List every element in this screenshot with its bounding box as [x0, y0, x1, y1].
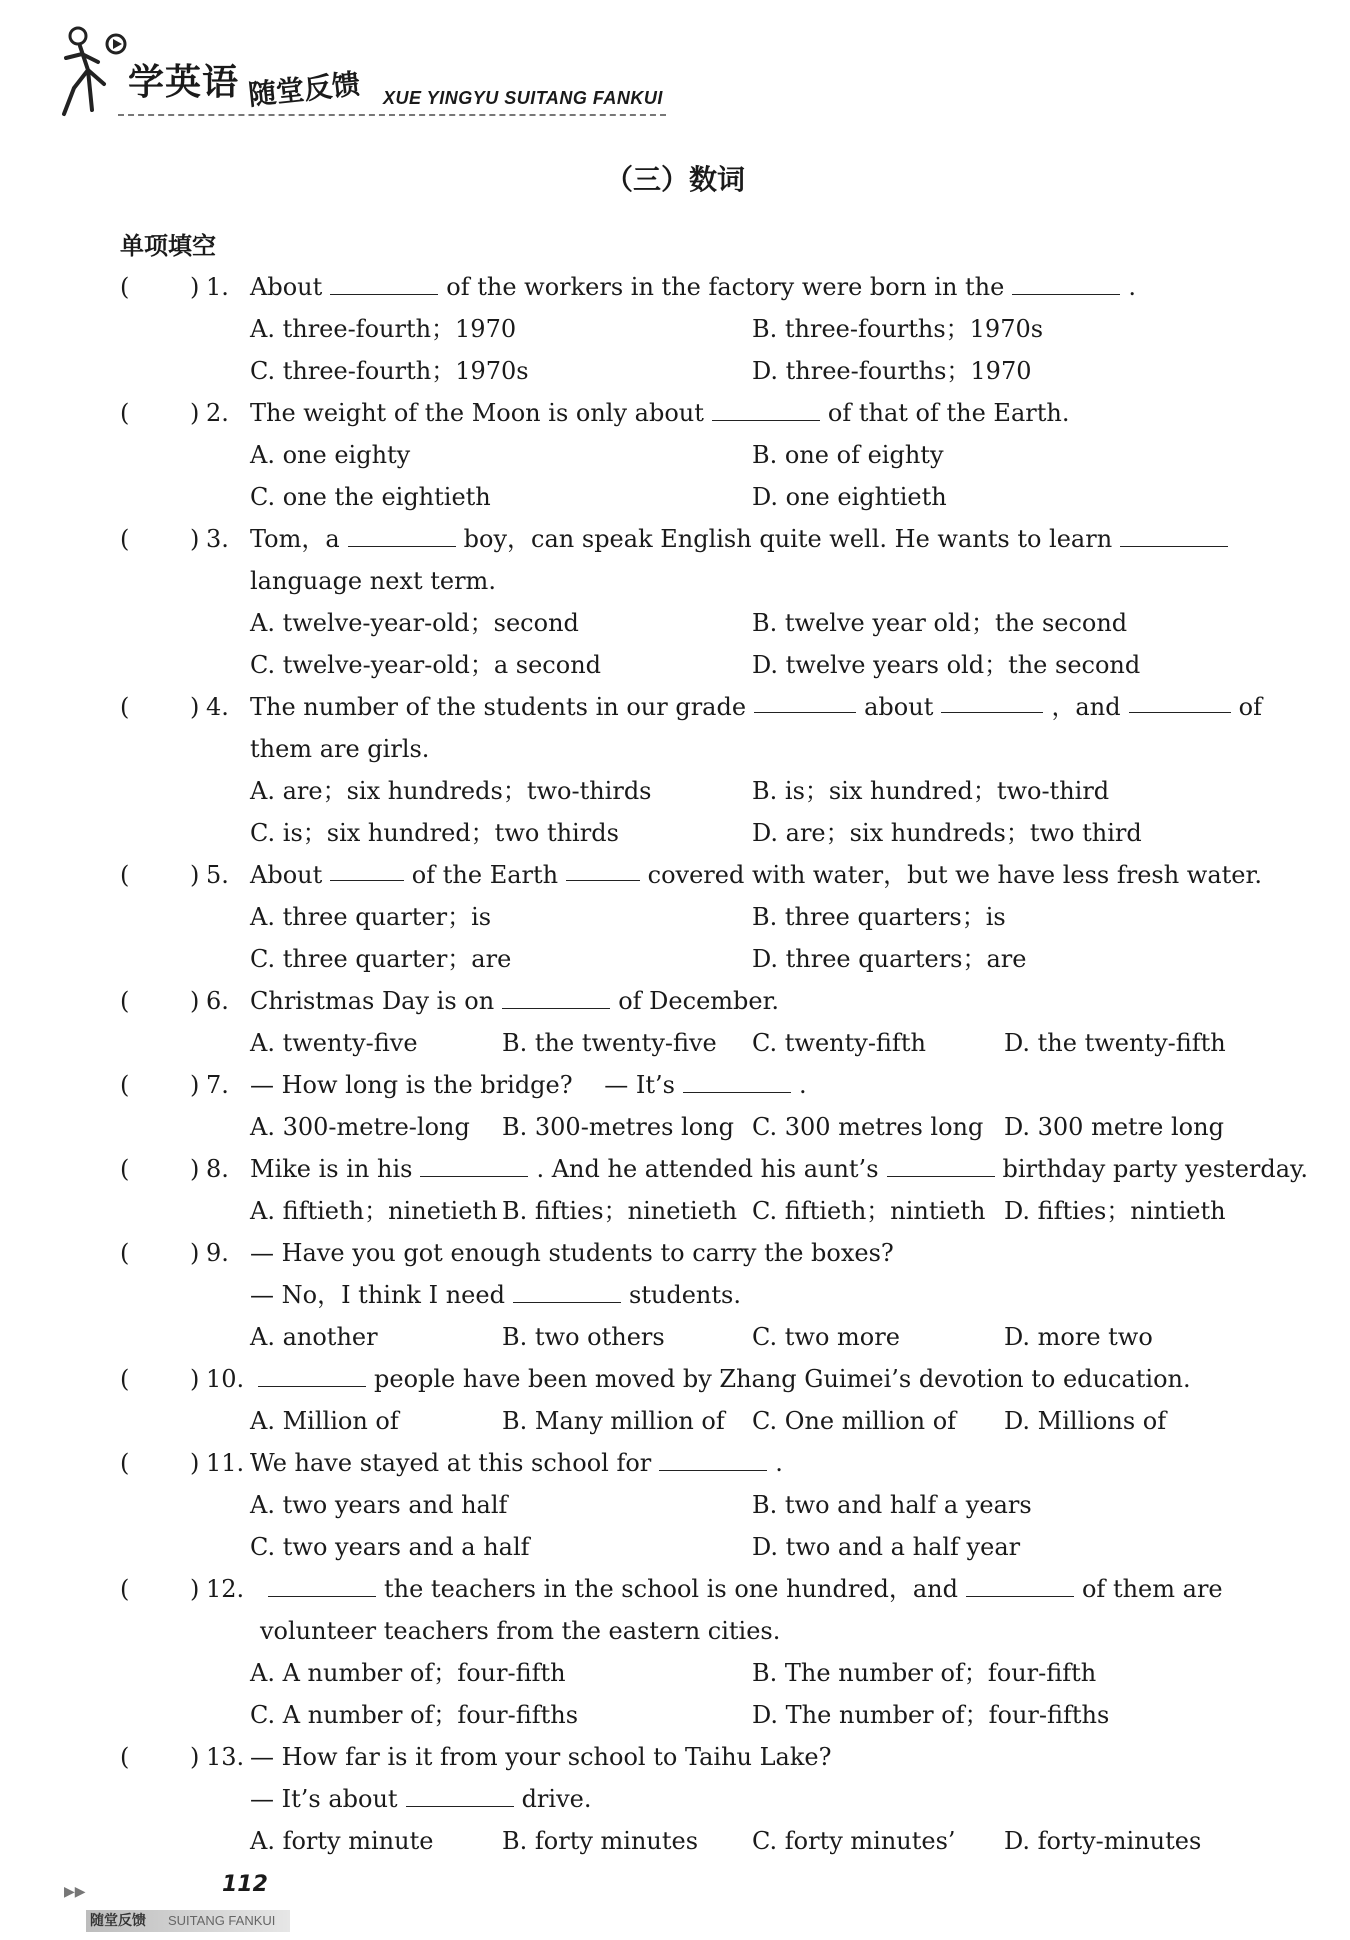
text-segment: — How long is the bridge? — It’s — [250, 1071, 675, 1099]
question-line — [0, 1148, 1350, 1190]
question-number: 8. — [206, 1155, 229, 1183]
option-item[interactable]: A. twelve-year-old；second — [250, 609, 579, 637]
option-item[interactable]: B. three quarters；is — [752, 903, 1006, 931]
question-text — [250, 854, 1262, 896]
option-item[interactable]: B. the twenty-five — [502, 1029, 717, 1057]
text-segment: of the Earth — [411, 861, 559, 889]
question-text — [250, 1274, 741, 1316]
answer-paren-close: ) — [190, 1743, 200, 1771]
option-item[interactable]: C. two more — [752, 1323, 900, 1351]
option-item[interactable]: A. are；six hundreds；two-thirds — [250, 777, 652, 805]
answer-paren-open[interactable]: ( — [120, 1575, 130, 1603]
question-text — [250, 728, 429, 770]
question-number: 2. — [206, 399, 229, 427]
option-item[interactable]: D. 300 metre long — [1004, 1113, 1224, 1141]
answer-blank[interactable] — [513, 1276, 621, 1303]
answer-paren-open[interactable]: ( — [120, 1071, 130, 1099]
answer-blank[interactable] — [659, 1444, 767, 1471]
question-text — [250, 1232, 894, 1274]
option-item[interactable]: C. is；six hundred；two thirds — [250, 819, 619, 847]
question-line — [0, 1232, 1350, 1274]
option-item[interactable]: C. twenty-fifth — [752, 1029, 926, 1057]
option-item[interactable]: B. fifties；ninetieth — [502, 1197, 738, 1225]
option-item[interactable]: A. Million of — [250, 1407, 399, 1435]
text-segment: The number of the students in our grade — [250, 693, 747, 721]
question-line — [0, 560, 1350, 602]
text-segment: the teachers in the school is one hundred，and — [384, 1575, 958, 1603]
answer-paren-open[interactable]: ( — [120, 1449, 130, 1477]
question-text — [260, 1568, 1223, 1610]
option-item[interactable]: C. twelve-year-old；a second — [250, 651, 602, 679]
header-divider — [118, 114, 666, 116]
text-segment: ，and — [1051, 693, 1121, 721]
answer-blank[interactable] — [887, 1150, 995, 1177]
question-number: 10. — [206, 1365, 245, 1393]
option-item[interactable]: D. fifties；nintieth — [1004, 1197, 1226, 1225]
text-segment: — How far is it from your school to Taihu Lake? — [250, 1743, 832, 1771]
text-segment: of — [1238, 693, 1262, 721]
option-item[interactable]: D. Millions of — [1004, 1407, 1167, 1435]
question-line — [0, 1610, 1350, 1652]
answer-paren-close: ) — [190, 273, 200, 301]
question-text — [250, 1736, 831, 1778]
question-number: 4. — [206, 693, 229, 721]
question-text — [260, 1610, 780, 1652]
text-segment: them are girls. — [250, 735, 430, 763]
answer-paren-open[interactable]: ( — [120, 1155, 130, 1183]
answer-paren-open[interactable]: ( — [120, 399, 130, 427]
brand-pinyin-title: XUE YINGYU SUITANG FANKUI — [383, 88, 663, 108]
question-line — [0, 854, 1350, 896]
brand-chinese-title: 学英语 — [128, 62, 240, 103]
option-item[interactable]: A. two years and half — [250, 1491, 508, 1519]
answer-paren-open[interactable]: ( — [120, 693, 130, 721]
question-text — [250, 1358, 1191, 1400]
option-item[interactable]: C. one the eightieth — [250, 483, 491, 511]
answer-paren-close: ) — [190, 693, 200, 721]
question-line — [0, 980, 1350, 1022]
option-item[interactable]: C. three quarter；are — [250, 945, 512, 973]
answer-blank[interactable] — [754, 686, 856, 713]
text-segment: birthday party yesterday. — [1002, 1155, 1309, 1183]
question-line — [0, 1358, 1350, 1400]
answer-blank[interactable] — [330, 268, 438, 295]
answer-paren-open[interactable]: ( — [120, 987, 130, 1015]
answer-blank[interactable] — [420, 1150, 528, 1177]
option-item[interactable]: D. the twenty-fifth — [1004, 1029, 1226, 1057]
option-item[interactable]: D. are；six hundreds；two third — [752, 819, 1142, 847]
text-segment: Tom，a — [250, 525, 340, 553]
text-segment: We have stayed at this school for — [250, 1449, 652, 1477]
option-item[interactable]: C. three-fourth；1970s — [250, 357, 529, 385]
option-item[interactable]: B. two and half a years — [752, 1491, 1032, 1519]
option-item[interactable]: B. forty minutes — [502, 1827, 699, 1855]
option-item[interactable]: D. three quarters；are — [752, 945, 1027, 973]
option-item[interactable]: C. One million of — [752, 1407, 957, 1435]
answer-blank[interactable] — [348, 520, 456, 547]
answer-blank[interactable] — [406, 1780, 514, 1807]
answer-paren-close: ) — [190, 525, 200, 553]
question-line — [0, 266, 1350, 308]
option-item[interactable]: D. forty-minutes — [1004, 1827, 1202, 1855]
option-item[interactable]: A. 300-metre-long — [250, 1113, 470, 1141]
answer-blank[interactable] — [502, 982, 610, 1009]
option-item[interactable]: B. Many million of — [502, 1407, 725, 1435]
text-segment: language next term. — [250, 567, 496, 595]
option-item[interactable]: D. The number of；four-fifths — [752, 1701, 1110, 1729]
question-number: 13. — [206, 1743, 245, 1771]
answer-paren-open[interactable]: ( — [120, 861, 130, 889]
part-heading: 单项填空 — [120, 232, 216, 260]
answer-paren-close: ) — [190, 1071, 200, 1099]
answer-paren-close: ) — [190, 1449, 200, 1477]
text-segment: boy，can speak English quite well. He wants to learn — [463, 525, 1113, 553]
text-segment: . — [798, 1071, 807, 1099]
answer-paren-close: ) — [190, 987, 200, 1015]
option-item[interactable]: A. three quarter；is — [250, 903, 492, 931]
option-item[interactable]: B. 300-metres long — [502, 1113, 734, 1141]
question-line — [0, 728, 1350, 770]
text-segment: . And he attended his aunt’s — [536, 1155, 879, 1183]
text-segment: The weight of the Moon is only about — [250, 399, 704, 427]
question-line — [0, 1778, 1350, 1820]
footer-label-chinese: 随堂反馈 — [90, 1913, 146, 1929]
question-text — [250, 980, 779, 1022]
option-item[interactable]: D. more two — [1004, 1323, 1153, 1351]
question-text — [250, 1148, 1308, 1190]
question-line — [0, 392, 1350, 434]
answer-blank[interactable] — [258, 1360, 366, 1387]
section-title: （三）数词 — [604, 163, 745, 196]
option-item[interactable]: A. fiftieth；ninetieth — [250, 1197, 498, 1225]
answer-paren-open[interactable]: ( — [120, 1743, 130, 1771]
question-number: 12. — [206, 1575, 245, 1603]
answer-blank[interactable] — [712, 394, 820, 421]
question-line — [0, 1442, 1350, 1484]
answer-paren-close: ) — [190, 1365, 200, 1393]
question-line — [0, 1274, 1350, 1316]
answer-paren-close: ) — [190, 1239, 200, 1267]
text-segment: volunteer teachers from the eastern cities. — [260, 1617, 781, 1645]
option-item[interactable]: A. one eighty — [250, 441, 411, 469]
double-arrow-icon: ▶▶ — [64, 1884, 86, 1900]
answer-blank[interactable] — [1012, 268, 1120, 295]
text-segment: of that of the Earth. — [827, 399, 1070, 427]
question-number: 3. — [206, 525, 229, 553]
option-item[interactable]: A. twenty-five — [250, 1029, 418, 1057]
option-item[interactable]: B. twelve year old；the second — [752, 609, 1128, 637]
answer-blank[interactable] — [1120, 520, 1228, 547]
question-text — [250, 518, 1236, 560]
question-text — [250, 266, 1136, 308]
answer-paren-close: ) — [190, 1575, 200, 1603]
text-segment: — No，I think I need — [250, 1281, 505, 1309]
option-item[interactable]: C. A number of；four-fifths — [250, 1701, 579, 1729]
answer-blank[interactable] — [330, 854, 404, 881]
page-number: 112 — [222, 1872, 268, 1897]
text-segment: . — [1128, 273, 1136, 301]
option-item[interactable]: B. is；six hundred；two-third — [752, 777, 1110, 805]
question-line — [0, 686, 1350, 728]
runner-with-play-icon — [58, 18, 138, 128]
text-segment: — It’s about — [250, 1785, 398, 1813]
text-segment: of them are — [1081, 1575, 1223, 1603]
answer-paren-close: ) — [190, 399, 200, 427]
text-segment: people have been moved by Zhang Guimei’s devotion to education. — [374, 1365, 1191, 1393]
option-item[interactable]: D. twelve years old；the second — [752, 651, 1141, 679]
option-item[interactable]: B. The number of；four-fifth — [752, 1659, 1097, 1687]
question-line — [0, 1064, 1350, 1106]
question-text — [250, 686, 1262, 728]
option-item[interactable]: A. forty minute — [250, 1827, 434, 1855]
option-item[interactable]: C. two years and a half — [250, 1533, 530, 1561]
question-number: 7. — [206, 1071, 229, 1099]
footer-label-english: SUITANG FANKUI — [168, 1913, 276, 1928]
answer-paren-open[interactable]: ( — [120, 1239, 130, 1267]
question-number: 5. — [206, 861, 229, 889]
question-line — [0, 1568, 1350, 1610]
question-number: 11. — [206, 1449, 245, 1477]
text-segment: about — [864, 693, 934, 721]
text-segment: covered with water，but we have less fresh water. — [647, 861, 1262, 889]
question-text — [250, 1778, 591, 1820]
option-item[interactable]: A. three-fourth；1970 — [250, 315, 517, 343]
answer-blank[interactable] — [1129, 686, 1231, 713]
question-line — [0, 1736, 1350, 1778]
question-text — [250, 560, 496, 602]
text-segment: Christmas Day is on — [250, 987, 495, 1015]
question-number: 1. — [206, 273, 229, 301]
option-item[interactable]: D. two and a half year — [752, 1533, 1021, 1561]
option-item[interactable]: C. forty minutes’ — [752, 1827, 956, 1855]
answer-paren-close: ) — [190, 1155, 200, 1183]
option-item[interactable]: A. A number of；four-fifth — [250, 1659, 566, 1687]
question-number: 6. — [206, 987, 229, 1015]
page-header — [58, 18, 668, 128]
text-segment: About — [250, 273, 323, 301]
question-line — [0, 518, 1350, 560]
text-segment: drive. — [521, 1785, 592, 1813]
answer-blank[interactable] — [941, 686, 1043, 713]
answer-blank[interactable] — [268, 1570, 376, 1597]
answer-paren-close: ) — [190, 861, 200, 889]
question-text — [250, 1442, 783, 1484]
text-segment: students. — [628, 1281, 741, 1309]
answer-blank[interactable] — [966, 1570, 1074, 1597]
question-number: 9. — [206, 1239, 229, 1267]
text-segment: — Have you got enough students to carry the boxes? — [250, 1239, 894, 1267]
brand-chinese-subtitle: 随堂反馈 — [246, 67, 362, 112]
answer-paren-open[interactable]: ( — [120, 1365, 130, 1393]
answer-paren-open[interactable]: ( — [120, 273, 130, 301]
text-segment: About — [250, 861, 323, 889]
option-item[interactable]: D. one eightieth — [752, 483, 947, 511]
text-segment: of the workers in the factory were born in the — [446, 273, 1005, 301]
option-item[interactable]: B. three-fourths；1970s — [752, 315, 1044, 343]
option-item[interactable]: C. fiftieth；nintieth — [752, 1197, 986, 1225]
option-item[interactable]: B. one of eighty — [752, 441, 944, 469]
option-item[interactable]: D. three-fourths；1970 — [752, 357, 1032, 385]
question-text — [250, 392, 1069, 434]
option-item[interactable]: B. two others — [502, 1323, 665, 1351]
answer-paren-open[interactable]: ( — [120, 525, 130, 553]
text-segment: of December. — [618, 987, 780, 1015]
text-segment: Mike is in his — [250, 1155, 413, 1183]
question-text — [250, 1064, 807, 1106]
text-segment: . — [775, 1449, 783, 1477]
option-item[interactable]: C. 300 metres long — [752, 1113, 984, 1141]
option-item[interactable]: A. another — [250, 1323, 378, 1351]
answer-blank[interactable] — [566, 854, 640, 881]
answer-blank[interactable] — [683, 1066, 791, 1093]
